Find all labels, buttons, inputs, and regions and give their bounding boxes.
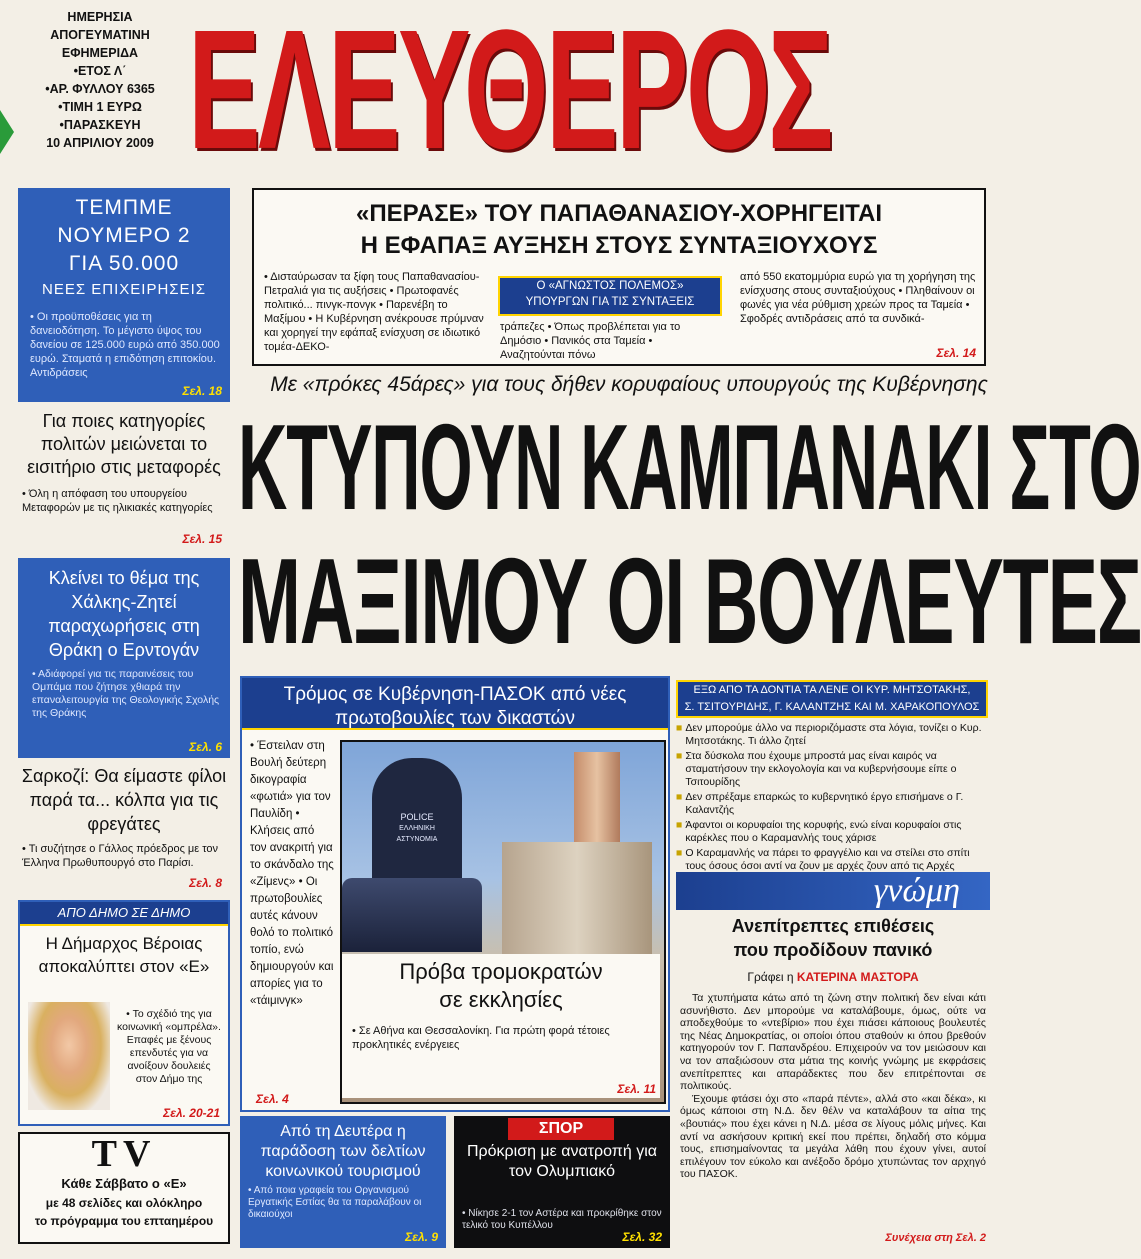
pensions-col-3: από 550 εκατομμύρια ευρώ για τη χορήγηση της ενίσχυσης στους συνταξιούχους • Πληθαίνουν οι φωνές για νέα ρύθμιση χρεών προς τα Ταμεία • Σφοδρές αντιδράσεις από τα συνδικά- bbox=[740, 271, 976, 325]
church-photo bbox=[340, 740, 666, 1104]
info-line: •ΕΤΟΣ Λ΄ bbox=[73, 64, 127, 78]
opinion-text bbox=[680, 992, 986, 1181]
halki-page: Σελ. 6 bbox=[189, 740, 222, 754]
pensions-headline-1: «ΠΕΡΑΣΕ» ΤΟΥ ΠΑΠΑΘΑΝΑΣΙΟΥ-ΧΟΡΗΓΕΙΤΑΙ bbox=[355, 200, 883, 227]
sport-box bbox=[454, 1116, 670, 1248]
triangle-mark bbox=[0, 110, 14, 154]
tempme-line: ΝΕΕΣ ΕΠΙΧΕΙΡΗΣΕΙΣ bbox=[41, 281, 207, 298]
terror-headline: Τρόμος σε Κυβέρνηση-ΠΑΣΟΚ από νέες πρωτοβουλίες των δικαστών bbox=[242, 678, 668, 730]
info-line: •ΑΡ. ΦΥΛΛΟΥ 6365 bbox=[45, 82, 155, 96]
terror-page: Σελ. 4 bbox=[256, 1092, 289, 1106]
bullet-square-icon: ■ bbox=[676, 791, 683, 803]
tv-line-2: με 48 σελίδες και ολόκληρο bbox=[45, 1196, 203, 1210]
main-headline-1: ΚΤΥΠΟΥΝ ΚΑΜΠΑΝΑΚΙ ΣΤΟ bbox=[238, 399, 1141, 535]
opinion-headline-1: Ανεπίτρεπτες επιθέσεις bbox=[731, 916, 935, 936]
pensions-col-1: • Δισταύρωσαν τα ξίφη τους Παπαθανασίου-Πετραλιά για τις αυξήσεις • Πρωτοφανές πολιτικό... πινγκ-πονγκ • Παρενέβη το Μαξίμου • Η Κυβέρνηση ανέκρουσε πρύμναν και χορηγεί την εφάπαξ ενίσχυση σε ιδιωτικό τομέα-ΔΕΚΟ- bbox=[264, 271, 484, 353]
sarkozy-page: Σελ. 8 bbox=[189, 876, 222, 890]
info-line: •ΠΑΡΑΣΚΕΥΗ bbox=[59, 118, 141, 132]
mps-quote bbox=[676, 750, 992, 789]
sarkozy-story bbox=[18, 764, 230, 894]
pensions-tag-line-1: Ο «ΑΓΝΩΣΤΟΣ ΠΟΛΕΜΟΣ» bbox=[536, 280, 684, 292]
delta-headline: Από τη Δευτέρα η παράδοση των δελτίων κοινωνικού τουρισμού bbox=[260, 1123, 426, 1180]
info-line: ΗΜΕΡΗΣΙΑ bbox=[67, 10, 133, 24]
demos-box bbox=[18, 900, 230, 1126]
masthead-title: ΕΛΕΥΘΕΡΟΣ bbox=[188, 0, 831, 185]
info-line: ΑΠΟΓΕΥΜΑΤΙΝΗ bbox=[50, 28, 150, 42]
mps-quote-text: Στα δύσκολα που έχουμε μπροστά μας είναι καιρός να σταματήσουν την εκλογολογία και να κυβερνήσουμε είπε ο Τσιτουρίδης bbox=[685, 750, 957, 788]
mps-label-line-2: Σ. ΤΣΙΤΟΥΡΙΔΗΣ, Γ. ΚΑΛΑΝΤΖΗΣ ΚΑΙ Μ. ΧΑΡΑΚΟΠΟΥΛΟΣ bbox=[684, 701, 980, 713]
tempme-body: • Οι προϋποθέσεις για τη δανειοδότηση. Το μέγιστο ύψος του δανείου σε 125.000 ευρώ από 350.000 ευρώ. Σταματά η επιδότηση επιτοκίου. Αντιδράσεις bbox=[30, 311, 220, 379]
tv-line-3: το πρόγραμμα του επταημέρου bbox=[34, 1214, 214, 1228]
info-line: ΕΦΗΜΕΡΙΔΑ bbox=[61, 46, 139, 60]
bullet-square-icon: ■ bbox=[676, 847, 683, 859]
demos-label: ΑΠΟ ΔΗΜΟ ΣΕ ΔΗΜΟ bbox=[20, 902, 228, 926]
main-kicker: Με «πρόκες 45άρες» για τους δήθεν κορυφαίους υπουργούς της Κυβέρνησης bbox=[270, 373, 988, 396]
pensions-box bbox=[252, 188, 986, 366]
mps-quotes bbox=[676, 722, 992, 872]
delta-body: • Από ποια γραφεία του Οργανισμού Εργατικής Εστίας θα τα παραλάβουν οι δικαιούχοι bbox=[248, 1185, 422, 1220]
sport-body: • Νίκησε 2-1 τον Αστέρα και προκρίθηκε στον τελικό του Κυπέλλου bbox=[462, 1208, 662, 1231]
byline-name: ΚΑΤΕΡΙΝΑ ΜΑΣΤΟΡΑ bbox=[796, 970, 919, 984]
opinion-box bbox=[676, 872, 990, 1252]
bullet-square-icon: ■ bbox=[676, 722, 683, 734]
tempme-page: Σελ. 18 bbox=[182, 384, 222, 398]
police-badge bbox=[380, 812, 454, 845]
trash-bins bbox=[342, 878, 482, 952]
byline-prefix: Γράφει η bbox=[747, 970, 794, 984]
tempme-line: ΓΙΑ 50.000 bbox=[68, 252, 180, 275]
halki-headline: Κλείνει το θέμα της Χάλκης-Ζητεί παραχωρήσεις στη Θράκη ο Ερντογάν bbox=[48, 568, 200, 660]
bullet-square-icon: ■ bbox=[676, 819, 683, 831]
terror-bullets: • Έστειλαν στη Βουλή δεύτερη δικογραφία «φωτιά» για τον Παυλίδη • Κλήσεις από τον ανακριτή για το σκάνδαλο της «Ζίμενς» • Οι πρωτοβουλίες αυτές κάνουν θολό το πολιτικό τοπίο, ενώ δημιουργούν και απορίες για το «τάιμινγκ» bbox=[250, 740, 334, 1007]
opinion-headline-2: που προδίδουν πανικό bbox=[733, 940, 933, 960]
opinion-continue: Συνέχεια στη Σελ. 2 bbox=[885, 1232, 986, 1244]
bullet-square-icon: ■ bbox=[676, 750, 683, 762]
info-line: •ΤΙΜΗ 1 ΕΥΡΩ bbox=[58, 100, 142, 114]
terror-box bbox=[240, 676, 670, 1112]
demos-headline: Η Δήμαρχος Βέροιας αποκαλύπτει στον «Ε» bbox=[38, 934, 210, 976]
transport-headline: Για ποιες κατηγορίες πολιτών μειώνεται το εισιτήριο στις μεταφορές bbox=[27, 411, 221, 477]
mps-quote bbox=[676, 722, 992, 748]
opinion-paragraph: Τα χτυπήματα κάτω από τη ζώνη στην πολιτική δεν είναι κάτι ασυνήθιστο. Δεν μπορούμε να καταλάβουμε, όμως, ούτε να αποδεχθούμε το «ντεβίριο» που έχει πιάσει κάποιους βουλευτές της Νέας Δημοκρατίας, οι οποίοι όπου σταθούν κι όπου βρεθούν κατηγορούν τον Γ. Παπανδρέου. Επιχειρούν να τον μειώσουν και να τον απαξιώσουν στα μάτια της κοινής γνώμης με εκφράσεις ανεπίτρεπτες και απαράδεκτες που δεν επιτρέπονται σε πολιτικούς. bbox=[680, 992, 986, 1093]
tempme-line: ΝΟΥΜΕΡΟ 2 bbox=[57, 224, 191, 247]
sport-label: ΣΠΟΡ bbox=[508, 1118, 614, 1140]
tv-box bbox=[18, 1132, 230, 1244]
demos-page: Σελ. 20-21 bbox=[163, 1106, 220, 1120]
pensions-page: Σελ. 14 bbox=[936, 346, 976, 360]
photo-body: • Σε Αθήνα και Θεσσαλονίκη. Για πρώτη φορά τέτοιες προκλητικές ενέργειες bbox=[352, 1025, 610, 1051]
masthead-info bbox=[20, 8, 180, 168]
halki-box bbox=[18, 558, 230, 758]
delta-box bbox=[240, 1116, 446, 1248]
tv-line-1: Κάθε Σάββατο ο «Ε» bbox=[61, 1176, 187, 1191]
sarkozy-body: • Τι συζήτησε ο Γάλλος πρόεδρος με τον Έλληνα Πρωθυπουργό στο Παρίσι. bbox=[22, 843, 219, 869]
tempme-box bbox=[18, 188, 230, 402]
opinion-paragraph: Έχουμε φτάσει όχι στο «παρά πέντε», αλλά στο «και δέκα», κι όμως κάποιοι στη Ν.Δ. δεν θέλν να καταλάβουν τα αίτια της «βουτιάς» που έχει κάνει η Ν.Δ. μέσα σε λίγους μόλις μήνες. Και αντί να ασκήσουν κριτική εκεί που πρέπει, δηλαδή στο κόμμα τους, επισημαίνοντας τα μεγάλα λάθη που έχουν γίνει, αυτοί επιλέγουν τον εύκολο και ανέξοδο δρόμο χτυπώντας τον αρχηγό του ΠΑΣΟΚ. bbox=[680, 1092, 986, 1181]
pensions-col-2: τράπεζες • Όπως προβλέπεται για το Δημόσιο • Πανικός στα Ταμεία • Αναζητούνται πόνω bbox=[500, 321, 681, 361]
photo-page: Σελ. 11 bbox=[617, 1082, 656, 1096]
mps-label-line-1: ΕΞΩ ΑΠΟ ΤΑ ΔΟΝΤΙΑ ΤΑ ΛΕΝΕ ΟΙ ΚΥΡ. ΜΗΤΣΟΤΑΚΗΣ, bbox=[693, 684, 971, 696]
opinion-byline bbox=[676, 968, 990, 986]
opinion-label-bar bbox=[676, 872, 990, 910]
delta-page: Σελ. 9 bbox=[405, 1230, 438, 1244]
tempme-headline bbox=[18, 188, 230, 302]
main-headline-2: ΜΑΞΙΜΟΥ ΟΙ ΒΟΥΛΕΥΤΕΣ bbox=[238, 533, 1141, 669]
demos-body: • Το σχέδιό της για κοινωνική «ομπρέλα». Επαφές με ξένους επενδυτές για να ανοίξουν δουλειές στον Δήμο της bbox=[117, 1008, 221, 1085]
pensions-tag bbox=[498, 276, 722, 316]
info-line: 10 ΑΠΡΙΛΙΟΥ 2009 bbox=[46, 136, 154, 150]
tempme-line: ΤΕΜΠΜΕ bbox=[75, 196, 173, 219]
sport-page: Σελ. 32 bbox=[622, 1230, 662, 1244]
mps-quote-text: Άφαντοι οι κορυφαίοι της κορυφής, ενώ είναι κορυφαίοι στις καρέκλες που ο Καραμανλής τους χάρισε bbox=[685, 819, 962, 844]
police-badge-line-2: ΕΛΛΗΝΙΚΗ ΑΣΤΥΝΟΜΙΑ bbox=[396, 825, 438, 843]
tv-logo: TV bbox=[91, 1133, 157, 1175]
transport-body: • Όλη η απόφαση του υπουργείου Μεταφορών με τις ηλικιακές κατηγορίες bbox=[22, 488, 213, 514]
mps-quote-text: Ο Καραμανλής να πάρει το φραγγέλιο και να στείλει στο σπίτι τους όσους όσοι αντί να ζουν με αρχές ζουν από τις Αρχές bbox=[685, 847, 970, 872]
photo-caption-1: Πρόβα τρομοκρατών bbox=[399, 959, 603, 984]
photo-caption-2: σε εκκλησίες bbox=[439, 987, 563, 1012]
avatar bbox=[28, 1002, 110, 1110]
police-badge-line-1: POLICE bbox=[400, 812, 434, 822]
transport-story bbox=[18, 410, 230, 550]
sport-headline: Πρόκριση με ανατροπή για τον Ολυμπιακό bbox=[466, 1143, 657, 1180]
pensions-tag-line-2: ΥΠΟΥΡΓΩΝ ΓΙΑ ΤΙΣ ΣΥΝΤΑΞΕΙΣ bbox=[525, 296, 695, 308]
mps-label bbox=[676, 680, 988, 718]
mps-quote-text: Δεν μπορούμε άλλο να περιοριζόμαστε στα λόγια, τονίζει ο Κυρ. Μητσοτάκης. Τι άλλο ζητεί bbox=[685, 722, 982, 747]
pensions-headline-2: Η ΕΦΑΠΑΞ ΑΥΞΗΣΗ ΣΤΟΥΣ ΣΥΝΤΑΞΙΟΥΧΟΥΣ bbox=[360, 232, 878, 259]
opinion-label: γνώμη bbox=[873, 872, 960, 909]
mps-quote bbox=[676, 819, 992, 845]
halki-body: • Αδιάφορεί για τις παραινέσεις του Ομπάμα που ζήτησε χθιαρά την επαναλειτουργία της Θεολογικής Σχολής της Θράκης bbox=[32, 668, 220, 719]
mps-quote bbox=[676, 791, 992, 817]
mps-quote-text: Δεν σπρέξαμε επαρκώς το κυβερνητικό έργο επισήμανε ο Γ. Καλαντζής bbox=[685, 791, 964, 816]
transport-page: Σελ. 15 bbox=[182, 532, 222, 546]
sarkozy-headline: Σαρκοζί: Θα είμαστε φίλοι παρά τα... κόλπα για τις φρεγάτες bbox=[21, 766, 227, 834]
